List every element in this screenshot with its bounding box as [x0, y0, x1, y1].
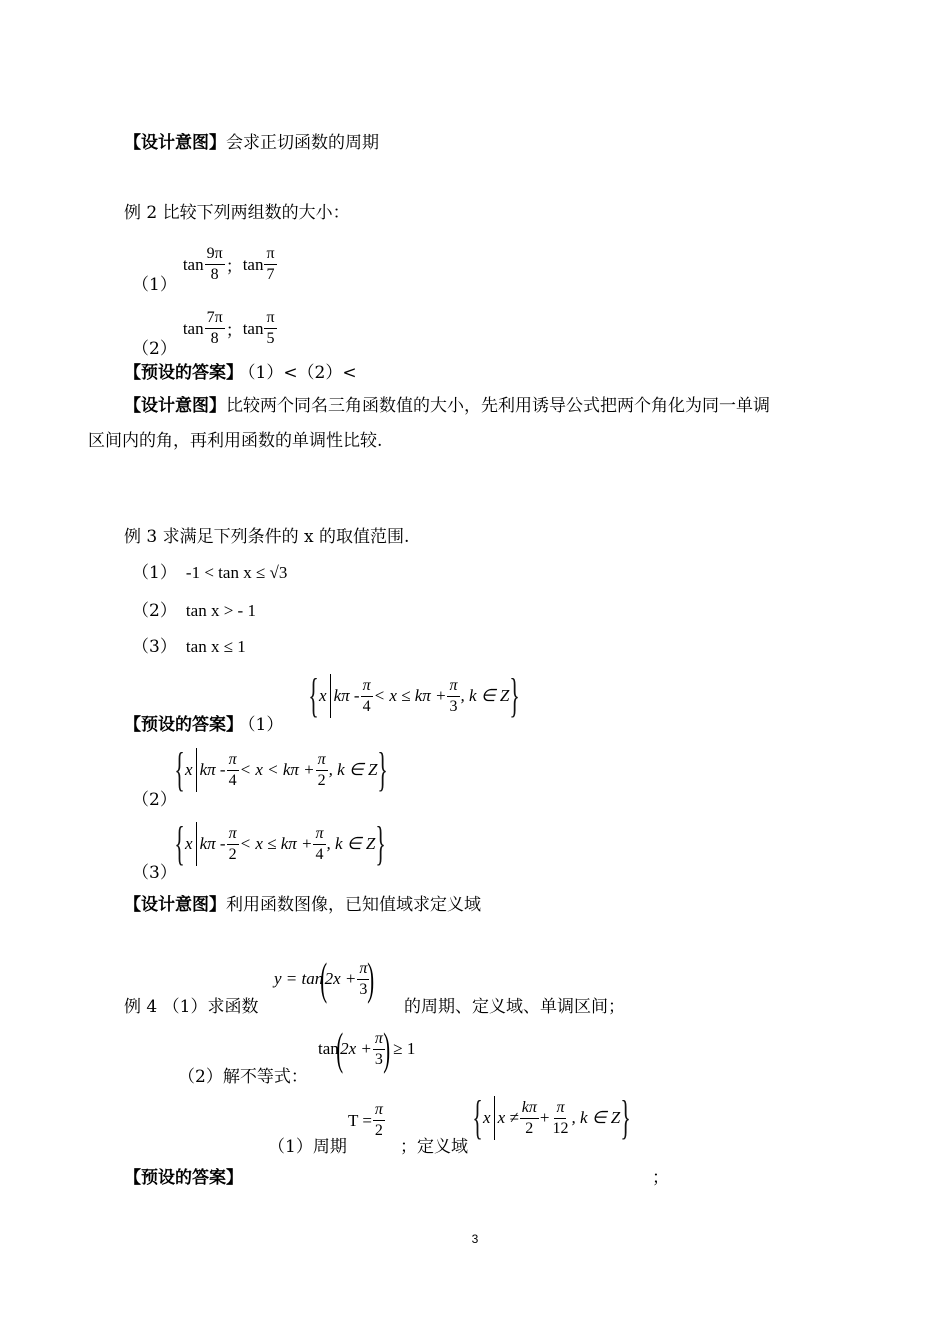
example-3-condition-3: [132, 632, 246, 657]
example-3-answer-2-number: （2）: [132, 790, 177, 810]
example-3-condition-1: [132, 558, 287, 583]
example-4-domain-set: { x x ≠ $\frac{k\pi}{2}$ + $\frac{\pi}{12}$ , k ∈ Z }: [472, 1091, 631, 1144]
intent-text: 比较两个同名三角函数值的大小，先利用诱导公式把两个角化为同一单调: [226, 396, 770, 416]
part-number: （2）: [132, 601, 177, 621]
example-3-intent: [124, 890, 481, 915]
condition-expression: tan x > - 1: [185, 601, 256, 620]
part-number: （1）: [132, 275, 177, 295]
example-3-condition-2: [132, 596, 256, 621]
example-2-part-1: [132, 234, 278, 295]
example-4-end-mark: ；: [652, 1168, 669, 1188]
page-number: 3: [471, 1232, 479, 1246]
example-2-intent-line-2: 区间内的角，再利用函数的单调性比较.: [88, 431, 383, 451]
condition-expression: -1 < tan x ≤ √3: [185, 563, 288, 582]
intent-text: 会求正切函数的周期: [226, 133, 379, 153]
example-3-answer-3-number: （3）: [132, 863, 177, 883]
example-3-answer-2-set: { x kπ - $\frac{\pi}{4}$ < x < kπ + $\frac{\pi}{2}$ , k ∈ Z }: [174, 743, 389, 796]
intent-label: 【设计意图】: [124, 396, 226, 416]
part-number: （2）: [132, 339, 177, 359]
example-2-intent-line-1: [124, 391, 770, 416]
example-3-answer-label: 【预设的答案】 （1）: [124, 715, 284, 735]
left-brace: {: [308, 669, 319, 722]
example-2-answer: [124, 358, 357, 383]
intent-label: 【设计意图】: [124, 895, 226, 915]
example-4-period-value: T = $\frac{\pi}{2}$: [348, 1101, 383, 1139]
example-4-prefix: 例 4 （1）求函数: [124, 997, 259, 1017]
example-4-domain-label: ；定义域: [400, 1137, 468, 1157]
design-intent-1: [124, 128, 379, 153]
part-number: （3）: [132, 637, 177, 657]
left-brace: {: [174, 743, 185, 796]
intent-text: 利用函数图像，已知值域求定义域: [226, 895, 481, 915]
right-brace: }: [509, 669, 521, 722]
left-brace: {: [174, 817, 185, 870]
example-4-question-2: （2）解不等式：: [178, 1067, 308, 1087]
example-4-suffix: 的周期、定义域、单调区间；: [404, 997, 625, 1017]
example-4-function: y = tan ( 2x + $\frac{\pi}{3}$ ): [274, 953, 375, 1004]
compare-expression: tan $\frac{7\pi}{8}$ ； tan $\frac{\pi}{5}$: [182, 309, 275, 347]
compare-expression: tan $\frac{9\pi}{8}$ ； tan $\frac{\pi}{7}$: [182, 245, 275, 283]
example-2-part-2: [132, 298, 278, 359]
answer-text: （1）<（2）<: [247, 363, 357, 383]
example-4-period-label: （1）周期: [268, 1137, 347, 1157]
example-4-inequality: tan ( 2x + $\frac{\pi}{3}$ ) ≥ 1: [318, 1023, 416, 1074]
example-3-answer-1-set: { x kπ - $\frac{\pi}{4}$ < x ≤ kπ + $\frac{\pi}{3}$ , k ∈ Z }: [308, 669, 521, 722]
part-number: （1）: [132, 563, 177, 583]
example-3-title: 例 3 求满足下列条件的 x 的取值范围.: [124, 527, 410, 547]
condition-expression: tan x ≤ 1: [185, 637, 246, 656]
example-4-answer-label: 【预设的答案】: [124, 1168, 243, 1188]
right-brace: }: [377, 743, 389, 796]
right-brace: }: [620, 1091, 631, 1144]
right-brace: }: [375, 817, 387, 870]
intent-label: 【设计意图】: [124, 133, 226, 153]
answer-label: 【预设的答案】: [124, 363, 243, 383]
example-2-title: 例 2 比较下列两组数的大小：: [124, 203, 350, 223]
left-brace: {: [472, 1091, 483, 1144]
example-3-answer-3-set: { x kπ - $\frac{\pi}{2}$ < x ≤ kπ + $\frac{\pi}{4}$ , k ∈ Z }: [174, 817, 387, 870]
